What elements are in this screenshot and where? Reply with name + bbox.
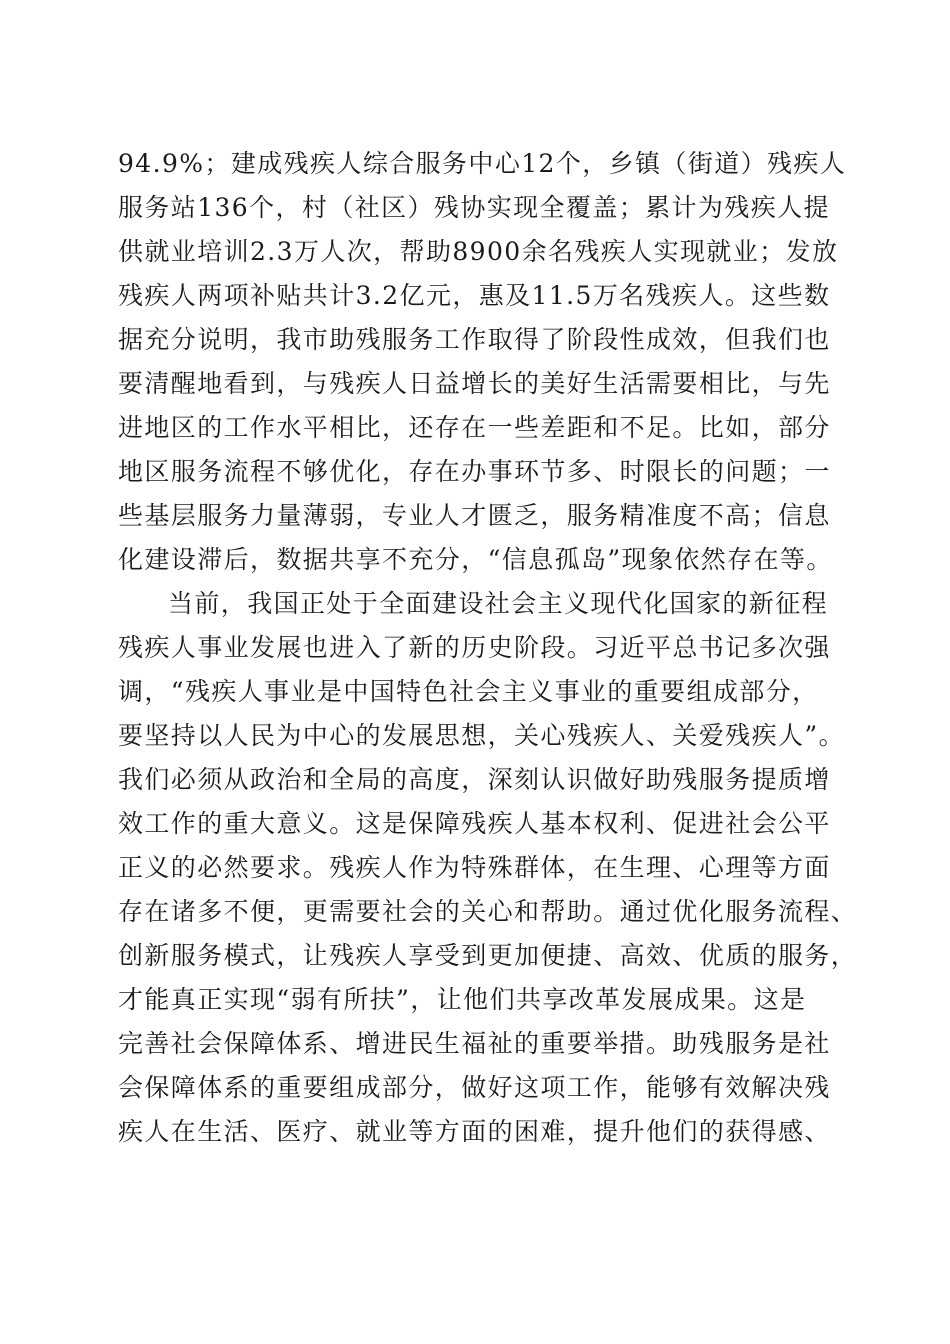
text-line: 残疾人两项补贴共计3.2亿元，惠及11.5万名残疾人。这些数 <box>118 281 831 310</box>
text-line: 94.9%；建成残疾人综合服务中心12个，乡镇（街道）残疾人 <box>118 149 847 178</box>
text-line: 才能真正实现“弱有所扶”，让他们共享改革发展成果。这是 <box>118 985 807 1014</box>
body-text <box>118 142 858 1154</box>
text-line: 正义的必然要求。残疾人作为特殊群体，在生理、心理等方面 <box>118 853 831 882</box>
text-line: 化建设滞后，数据共享不充分，“信息孤岛”现象依然存在等。 <box>118 545 833 574</box>
text-line: 服务站136个，村（社区）残协实现全覆盖；累计为残疾人提 <box>118 193 830 222</box>
text-line: 地区服务流程不够优化，存在办事环节多、时限长的问题；一 <box>118 457 831 486</box>
text-line: 些基层服务力量薄弱，专业人才匮乏，服务精准度不高；信息 <box>118 501 831 530</box>
text-line: 供就业培训2.3万人次，帮助8900余名残疾人实现就业；发放 <box>118 237 839 266</box>
text-line: 会保障体系的重要组成部分，做好这项工作，能够有效解决残 <box>118 1073 831 1102</box>
text-line: 进地区的工作水平相比，还存在一些差距和不足。比如，部分 <box>118 413 831 442</box>
text-line: 据充分说明，我市助残服务工作取得了阶段性成效，但我们也 <box>118 325 831 354</box>
text-line: 疾人在生活、医疗、就业等方面的困难，提升他们的获得感、 <box>118 1117 831 1146</box>
text-line: 要坚持以人民为中心的发展思想，关心残疾人、关爱残疾人”。 <box>118 721 845 750</box>
text-line: 创新服务模式，让残疾人享受到更加便捷、高效、优质的服务， <box>118 941 858 970</box>
text-line: 我们必须从政治和全局的高度，深刻认识做好助残服务提质增 <box>118 765 831 794</box>
text-line: 残疾人事业发展也进入了新的历史阶段。习近平总书记多次强 <box>118 633 831 662</box>
text-line: 效工作的重大意义。这是保障残疾人基本权利、促进社会公平 <box>118 809 831 838</box>
text-line: 调，“残疾人事业是中国特色社会主义事业的重要组成部分， <box>118 677 819 706</box>
text-line: 完善社会保障体系、增进民生福祉的重要举措。助残服务是社 <box>118 1029 831 1058</box>
text-line: 存在诸多不便，更需要社会的关心和帮助。通过优化服务流程、 <box>118 897 858 926</box>
text-line: 要清醒地看到，与残疾人日益增长的美好生活需要相比，与先 <box>118 369 831 398</box>
paragraph-start-line: 当前，我国正处于全面建设社会主义现代化国家的新征程 <box>168 589 829 618</box>
